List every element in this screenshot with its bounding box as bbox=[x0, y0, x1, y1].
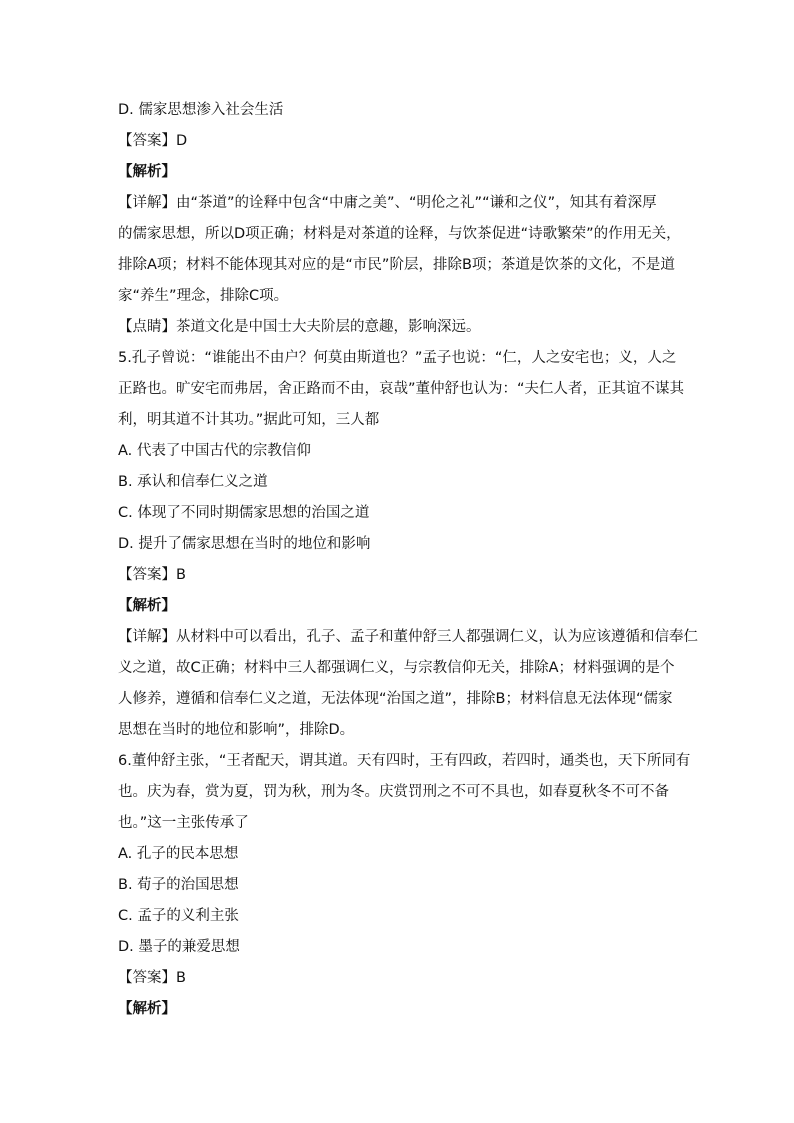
analysis-heading-q4: 【解析】 bbox=[118, 164, 176, 180]
explanation-q4-line-4: 家“养生”理念，排除C项。 bbox=[118, 288, 289, 304]
question-5-option-a: A. 代表了中国古代的宗教信仰 bbox=[118, 443, 311, 459]
explanation-q5-line-1: 【详解】从材料中可以看出，孔子、孟子和董仲舒三人都强调仁义，认为应该遵循和信奉仁 bbox=[118, 629, 698, 645]
question-6-line-3: 也。”这一主张传承了 bbox=[118, 815, 249, 831]
question-5-option-b: B. 承认和信奉仁义之道 bbox=[118, 474, 268, 490]
option-d-previous: D. 儒家思想渗入社会生活 bbox=[118, 102, 284, 118]
question-6-option-d: D. 墨子的兼爱思想 bbox=[118, 939, 240, 955]
question-5-option-d: D. 提升了儒家思想在当时的地位和影响 bbox=[118, 536, 371, 552]
question-6-option-b: B. 荀子的治国思想 bbox=[118, 877, 239, 893]
document-page bbox=[118, 95, 700, 1025]
question-5-option-c: C. 体现了不同时期儒家思想的治国之道 bbox=[118, 505, 370, 521]
explanation-q4-line-1: 【详解】由“茶道”的诠释中包含“中庸之美”、“明伦之礼”“谦和之仪”，知其有着深厚 bbox=[118, 195, 657, 211]
explanation-q5-line-4: 思想在当时的地位和影响”，排除D。 bbox=[118, 722, 355, 738]
explanation-q4-line-3: 排除A项；材料不能体现其对应的是“市民”阶层，排除B项；茶道是饮茶的文化，不是道 bbox=[118, 257, 675, 273]
question-5-line-1: 5.孔子曾说：“谁能出不由户？何莫由斯道也？”孟子也说：“仁，人之安宅也；义，人之 bbox=[118, 350, 677, 366]
explanation-q5-line-3: 人修养，遵循和信奉仁义之道，无法体现“治国之道”，排除B；材料信息无法体现“儒家 bbox=[118, 691, 673, 707]
analysis-heading-q5: 【解析】 bbox=[118, 598, 176, 614]
question-5-line-2: 正路也。旷安宅而弗居，舍正路而不由，哀哉”董仲舒也认为：“夫仁人者，正其谊不谋其 bbox=[118, 381, 685, 397]
explanation-q5-line-2: 义之道，故C正确；材料中三人都强调仁义，与宗教信仰无关，排除A；材料强调的是个 bbox=[118, 660, 675, 676]
answer-q4: 【答案】D bbox=[118, 133, 188, 149]
question-5-line-3: 利，明其道不计其功。”据此可知，三人都 bbox=[118, 412, 380, 428]
question-6-line-1: 6.董仲舒主张，“王者配天，谓其道。天有四时，王有四政，若四时，通类也，天下所同有 bbox=[118, 753, 691, 769]
analysis-heading-q6: 【解析】 bbox=[118, 1001, 176, 1017]
question-6-option-a: A. 孔子的民本思想 bbox=[118, 846, 239, 862]
question-6-option-c: C. 孟子的义利主张 bbox=[118, 908, 239, 924]
explanation-q4-line-2: 的儒家思想，所以D项正确；材料是对茶道的诠释，与饮茶促进“诗歌繁荣”的作用无关， bbox=[118, 226, 681, 242]
answer-q6: 【答案】B bbox=[118, 970, 186, 986]
answer-q5: 【答案】B bbox=[118, 567, 186, 583]
question-6-line-2: 也。庆为春，赏为夏，罚为秋，刑为冬。庆赏罚刑之不可不具也，如春夏秋冬不可不备 bbox=[118, 784, 669, 800]
highlight-q4: 【点睛】茶道文化是中国士大夫阶层的意趣，影响深远。 bbox=[118, 319, 481, 335]
